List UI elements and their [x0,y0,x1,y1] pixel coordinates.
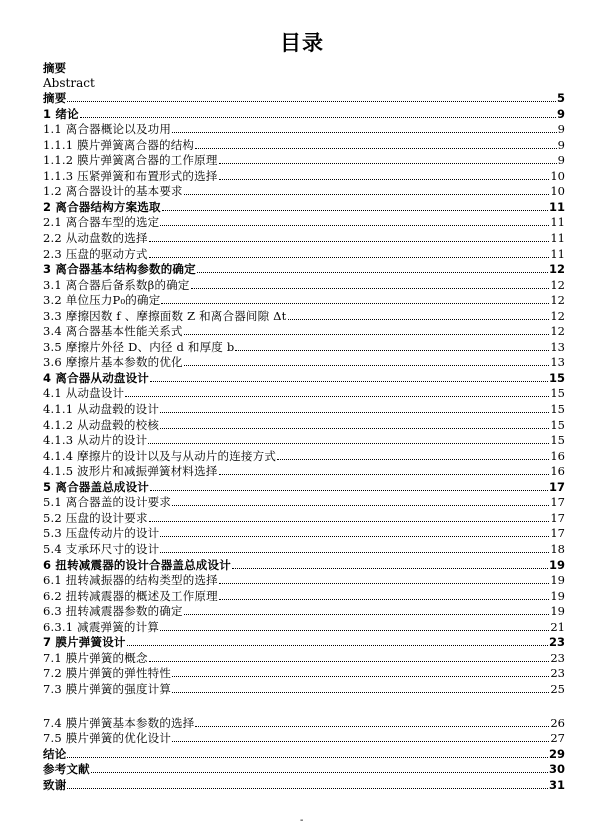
toc-entry[interactable] [43,494,565,509]
toc-entry-label: 2.2 从动盘数的选择 [43,231,148,245]
toc-entry-label: 4.1.1 从动盘毂的设计 [43,402,160,416]
toc-entry-label: 5.1 离合器盖的设计要求 [43,495,172,510]
dot-leader [67,101,556,102]
toc-entry-page: 19 [550,588,565,603]
dot-leader [149,661,550,662]
toc-entry-label: 3.1 离合器后备系数β的确定 [43,277,190,292]
toc-entry-label: 1.1 离合器概论以及功用 [43,122,172,137]
dot-leader [184,334,550,335]
toc-entry[interactable] [43,168,565,183]
page-title: 目录 [280,31,324,55]
toc-entry[interactable] [43,730,565,745]
toc-entry-page: 15 [548,370,565,385]
toc-entry[interactable] [43,588,565,603]
toc-entry-page: 10 [550,184,565,199]
toc-entry-label: 7 膜片弹簧设计 [43,635,126,650]
dot-leader [235,350,549,351]
toc-entry[interactable] [43,246,565,261]
toc-entry-page: 15 [550,417,565,432]
toc-entry-page: 17 [548,479,565,494]
toc-entry[interactable] [43,323,565,338]
toc-entry-page: 18 [550,542,565,556]
toc-entry-page: 19 [548,557,565,572]
toc-entry-page: 15 [550,402,565,416]
toc-entry[interactable] [43,308,565,323]
toc-entry[interactable] [43,370,565,385]
dot-leader [160,552,549,553]
dot-leader [160,428,549,429]
toc-entry-label: 1.1.2 膜片弹簧离合器的工作原理 [43,153,218,168]
toc-entry-page: 21 [550,619,565,634]
dot-leader [172,692,549,693]
toc-entry-page: 30 [548,762,565,777]
preface-heading: 摘要 [43,61,66,75]
toc-entry[interactable] [43,525,565,540]
toc-entry[interactable] [43,681,565,696]
toc-entry-page: 15 [550,433,565,448]
toc-entry[interactable] [43,634,565,649]
dot-leader [219,583,550,584]
dot-leader [288,319,550,320]
dot-leader [195,726,549,727]
toc-entry-label: 3 离合器基本结构参数的确定 [43,262,196,277]
toc-entry-label: 2.3 压盘的驱动方式 [43,246,148,261]
dot-leader [191,288,550,289]
toc-entry-label: 7.2 膜片弹簧的弹性特性 [43,666,172,681]
toc-entry-page: 16 [550,464,565,479]
dot-leader [172,505,549,506]
toc-entry-page: 13 [550,355,565,370]
dot-leader [277,459,549,460]
dot-leader [162,210,548,211]
toc-entry[interactable] [43,715,565,730]
toc-entry-page: 17 [550,526,565,541]
page-footer-mark: - [300,815,304,826]
toc-entry-page: 11 [550,231,565,245]
toc-entry[interactable] [43,277,565,292]
toc-entry-page: 29 [548,746,565,761]
toc-entry-label: 参考文献 [43,762,90,777]
dot-leader [160,412,549,413]
toc-entry[interactable] [43,510,565,525]
dot-leader [219,163,557,164]
toc-entry[interactable] [43,230,565,245]
toc-entry-page: 12 [550,293,565,308]
toc-entry[interactable] [43,417,565,432]
toc-entry-label: 7.5 膜片弹簧的优化设计 [43,731,172,745]
toc-entry-label: 摘要 [43,91,67,105]
toc-entry[interactable] [43,401,565,416]
toc-entry-label: 4.1.4 摩擦片的设计以及与从动片的连接方式 [43,448,277,463]
toc-entry-label: 5.4 支承环尺寸的设计 [43,542,160,556]
toc-entry-label: 7.3 膜片弹簧的强度计算 [43,681,172,696]
dot-leader [67,757,548,758]
toc-entry-label: 4.1.2 从动盘毂的校核 [43,417,160,432]
toc-entry-label: 1.2 离合器设计的基本要求 [43,184,183,199]
toc-entry-page: 19 [550,604,565,619]
toc-entry-label: 3.4 离合器基本性能关系式 [43,324,183,339]
toc-entry-page: 23 [548,635,565,650]
dot-leader [172,676,549,677]
dot-leader [149,521,550,522]
dot-leader [219,179,550,180]
toc-entry-label: 1.1.3 压紧弹簧和布置形式的选择 [43,168,218,183]
toc-entry[interactable] [43,603,565,618]
toc-entry-page: 12 [548,262,565,277]
toc-entry-page: 12 [550,324,565,339]
toc-entry[interactable] [43,448,565,463]
toc-entry[interactable] [43,385,565,400]
dot-leader [161,303,549,304]
toc-entry-page: 23 [550,666,565,681]
dot-leader [160,225,549,226]
toc-entry-page: 11 [550,215,565,230]
toc-entry[interactable] [43,339,565,354]
toc-entry-label: 3.2 单位压力P₀的确定 [43,293,161,308]
toc-entry-page: 17 [550,495,565,510]
toc-entry[interactable] [43,106,565,121]
toc-entry-page: 17 [550,510,565,525]
toc-entry-page: 9 [557,122,565,137]
toc-entry[interactable] [43,90,565,105]
toc-entry-page: 31 [548,777,565,792]
toc-entry[interactable] [43,777,565,792]
toc-entry-label: 3.6 摩擦片基本参数的优化 [43,355,183,370]
toc-entry[interactable] [43,214,565,229]
toc-entry[interactable] [43,261,565,276]
toc-entry[interactable] [43,199,565,214]
toc-entry-label: 1.1.1 膜片弹簧离合器的结构 [43,137,195,152]
toc-entry-page: 16 [550,448,565,463]
dot-leader [232,568,548,569]
toc-entry[interactable] [43,665,565,680]
dot-leader [149,241,550,242]
dot-leader [172,741,549,742]
toc-entry-label: 3.5 摩擦片外径 D、内径 d 和厚度 b [43,339,235,354]
toc-entry[interactable] [43,479,565,494]
dot-leader [150,381,548,382]
dot-leader [150,490,548,491]
dot-leader [91,772,548,773]
toc-entry-label: 致谢 [43,777,67,792]
toc-entry-label: 4.1.3 从动片的设计 [43,433,148,448]
toc-entry[interactable] [43,432,565,447]
dot-leader [148,443,549,444]
toc-entry-label: 3.3 摩擦因数 f 、摩擦面数 Z 和离合器间隙 Δt [43,308,287,323]
toc-entry[interactable] [43,183,565,198]
toc-entry-label: 7.4 膜片弹簧基本参数的选择 [43,715,195,730]
dot-leader [195,148,557,149]
toc-entry-page: 5 [556,91,565,105]
dot-leader [172,132,557,133]
toc-entry-label: 2 离合器结构方案选取 [43,199,161,214]
dot-leader [184,614,550,615]
toc-entry[interactable] [43,354,565,369]
toc-entry-label: 4.1.5 波形片和减振弹簧材料选择 [43,464,218,479]
toc-entry[interactable] [43,463,565,478]
toc-entry-page: 19 [550,573,565,587]
toc-entry-page: 26 [550,715,565,730]
toc-entry-page: 9 [557,153,565,168]
toc-entry[interactable] [43,619,565,634]
toc-entry-label: 5.3 压盘传动片的设计 [43,526,160,541]
toc-entry-label: 结论 [43,746,67,761]
toc-entry[interactable] [43,572,565,587]
toc-entry[interactable] [43,650,565,665]
dot-leader [160,630,549,631]
dot-leader [125,396,549,397]
toc-entry[interactable] [43,541,565,556]
toc-entry[interactable] [43,121,565,136]
toc-entry[interactable] [43,292,565,307]
toc-entry[interactable] [43,746,565,761]
toc-entry[interactable] [43,152,565,167]
toc-entry-page: 9 [557,137,565,152]
toc-entry[interactable] [43,137,565,152]
toc-entry-label: 6.2 扭转减震器的概述及工作原理 [43,588,218,603]
toc-entry-page: 12 [550,277,565,292]
toc-entry-page: 15 [550,386,565,401]
dot-leader [184,194,550,195]
toc-entry-page: 25 [550,681,565,696]
dot-leader [219,474,550,475]
toc-entry-label: 5 离合器盖总成设计 [43,479,150,494]
toc-entry-label: 4 离合器从动盘设计 [43,370,150,385]
dot-leader [197,272,548,273]
dot-leader [67,788,548,789]
toc-entry-label: 2.1 离合器车型的选定 [43,215,160,230]
toc-entry-page: 23 [550,650,565,665]
dot-leader [160,536,549,537]
dot-leader [80,117,556,118]
toc-entry[interactable] [43,557,565,572]
preface-line: Abstract [43,76,95,90]
toc-entry[interactable] [43,761,565,776]
toc-entry-page: 10 [550,168,565,183]
dot-leader [149,257,550,258]
toc-entry-label: 6.3 扭转减震器参数的确定 [43,604,183,619]
toc-entry-page: 9 [556,106,565,121]
toc-entry-label: 7.1 膜片弹簧的概念 [43,650,148,665]
dot-leader [219,599,550,600]
dot-leader [127,645,548,646]
toc-entry-label: 6.3.1 减震弹簧的计算 [43,619,160,634]
toc-entry-label: 1 绪论 [43,106,79,121]
dot-leader [184,365,550,366]
toc-entry-page: 11 [550,246,565,261]
toc-entry-page: 13 [550,339,565,354]
toc-entry-label: 6.1 扭转减振器的结构类型的选择 [43,573,218,587]
toc-entry-label: 5.2 压盘的设计要求 [43,510,148,525]
toc-entry-page: 27 [550,731,565,745]
toc-entry-page: 11 [548,199,565,214]
toc-entry-page: 12 [550,308,565,323]
toc-entry-label: 6 扭转减震器的设计合器盖总成设计 [43,557,231,572]
toc-entry-label: 4.1 从动盘设计 [43,386,125,401]
